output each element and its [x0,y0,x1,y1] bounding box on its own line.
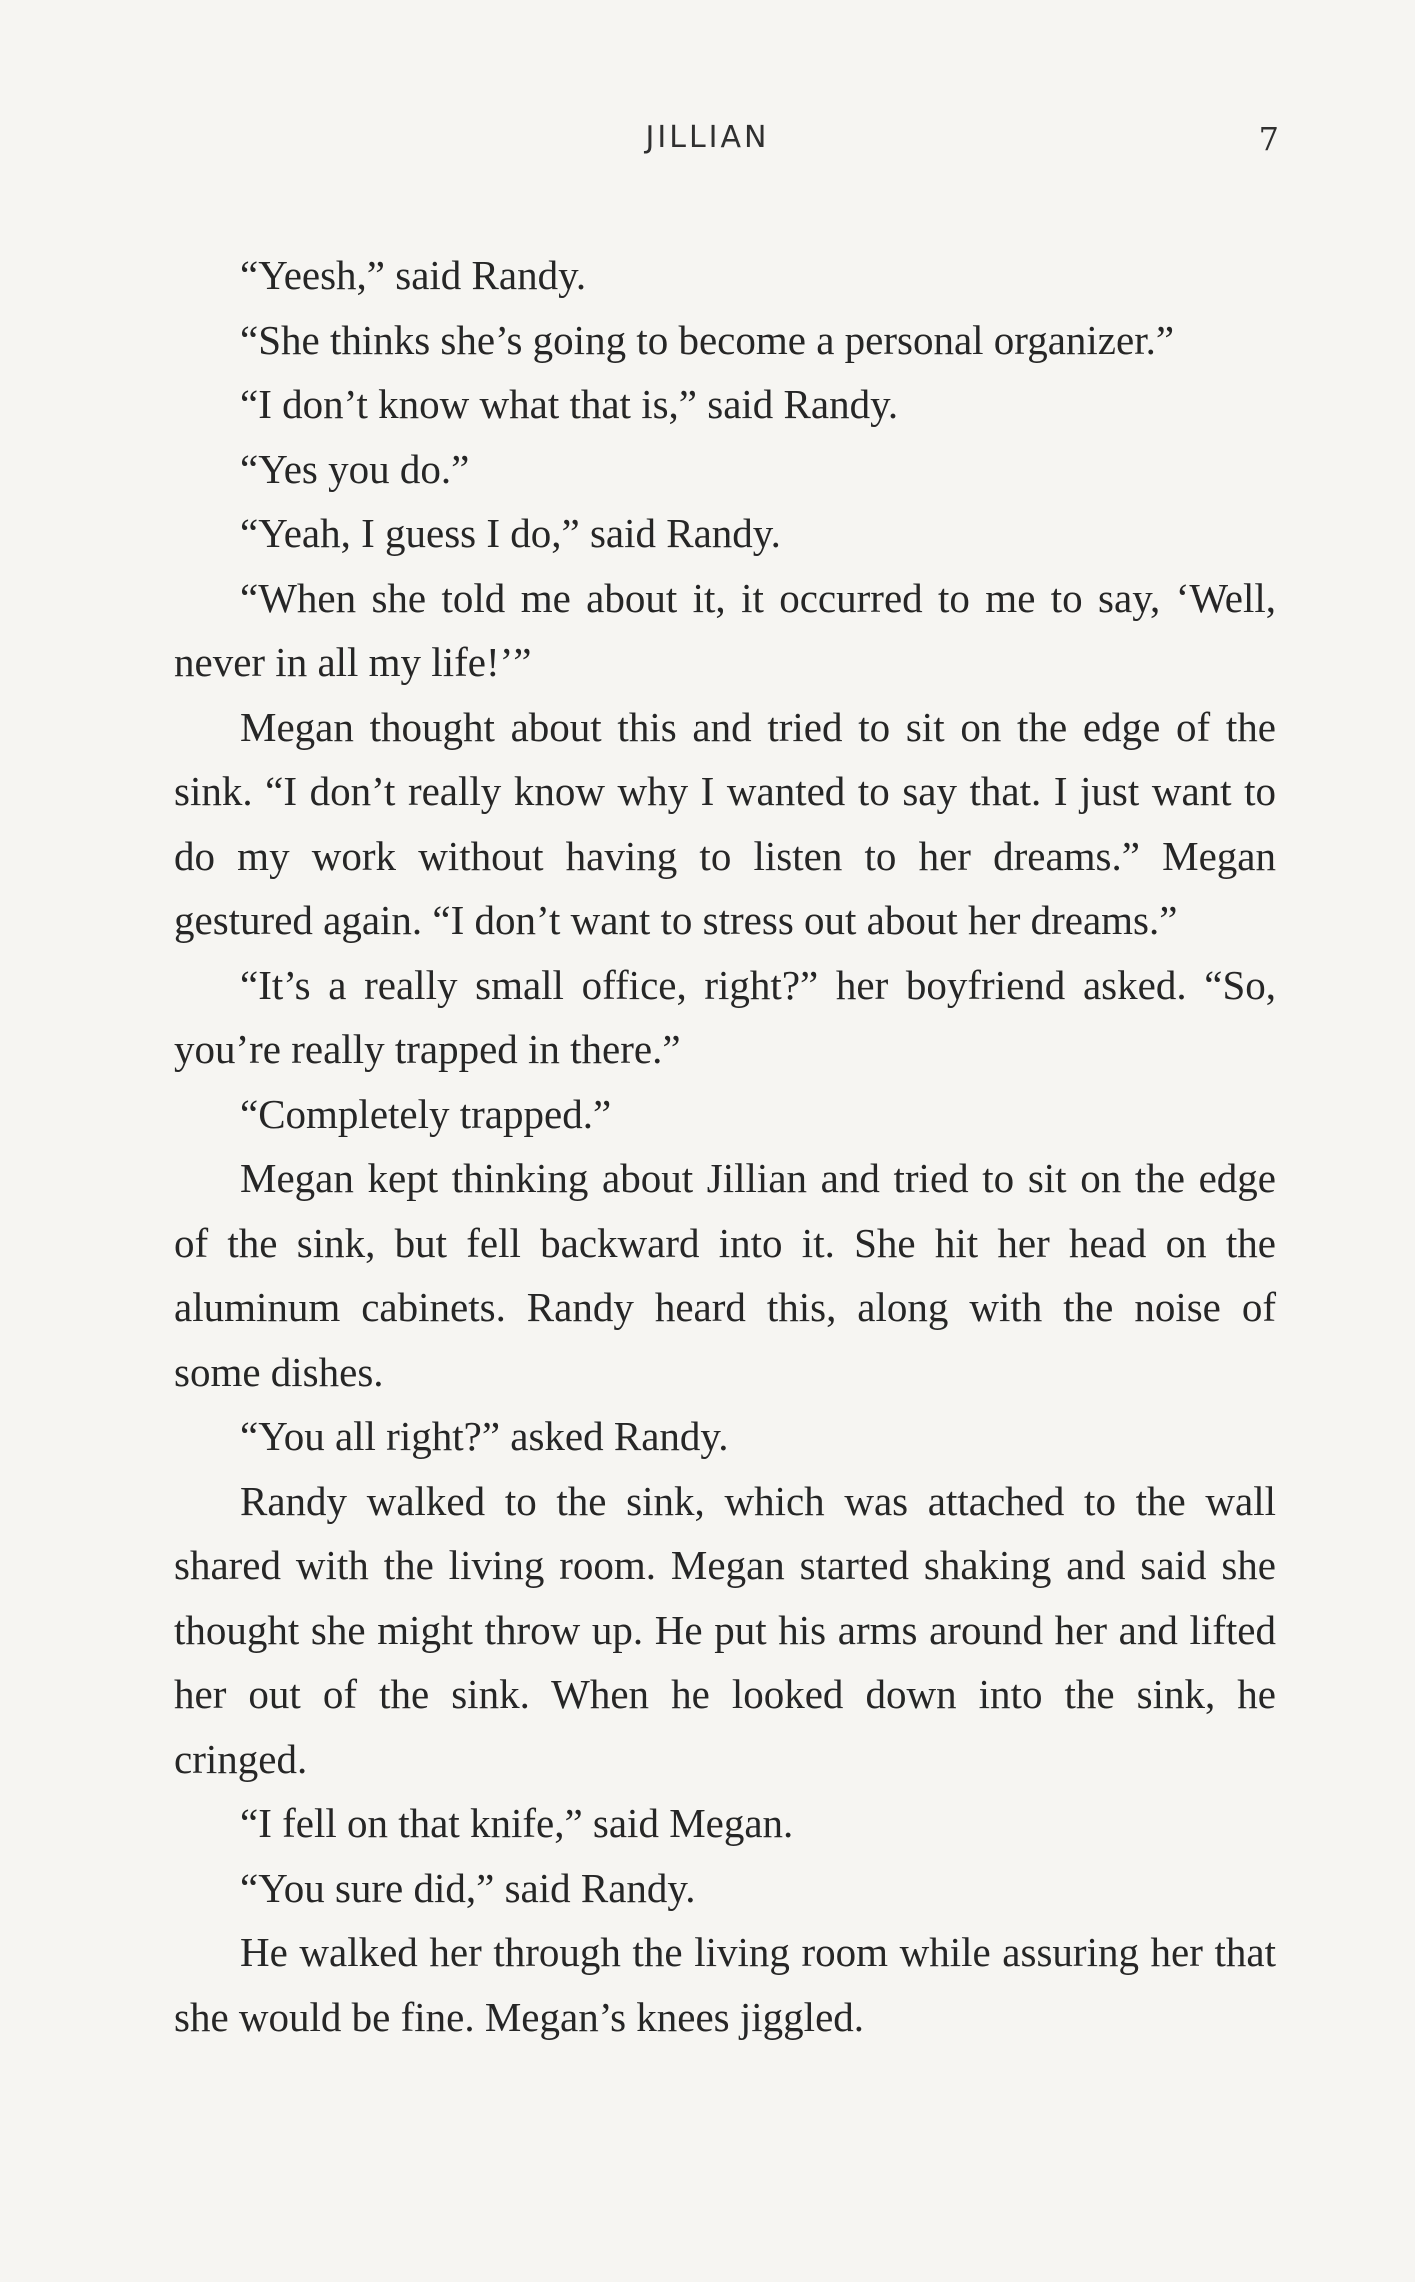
paragraph: “Completely trapped.” [240,1090,612,1137]
paragraph: “She thinks she’s going to become a personal organizer.” [240,316,1175,363]
paragraph: “Yeah, I guess I do,” said Randy. [240,510,781,556]
paragraph: “Yes you do.” [240,445,470,492]
running-head [0,120,1415,170]
paragraph: “I don’t know what that is,” said Randy. [240,381,899,427]
paragraph: He walked her through the living room while assuring her that she would be fine. Megan’s knees jiggled. [174,1929,1276,2040]
paragraph: Megan kept thinking about Jillian and tried to sit on the edge of the sink, but fell backward into it. She hit her head on the aluminum cabinets. Randy heard this, along with the noise of some dishes. [174,1155,1276,1395]
paragraph: Megan thought about this and tried to sit on the edge of the sink. “I don’t really know why I wanted to say that. I just want to do my work without having to listen to her dreams.” Megan gestured again. “I don’t want to stress out about her dreams.” [174,703,1276,943]
page-number: 7 [1258,120,1279,158]
running-title: JILLIAN [645,120,770,155]
paragraph: “You all right?” asked Randy. [240,1413,729,1459]
paragraph: “Yeesh,” said Randy. [240,252,587,298]
body-text [174,243,1276,2049]
paragraph: “I fell on that knife,” said Megan. [240,1800,794,1846]
paragraph: Randy walked to the sink, which was attached to the wall shared with the living room. Megan started shaking and said she thought she might throw up. He put his arms around her and lifted her out of the sink. When he looked down into the sink, he cringed. [174,1477,1276,1782]
paragraph: “When she told me about it, it occurred to me to say, ‘Well, never in all my life!’” [174,574,1276,685]
paragraph: “You sure did,” said Randy. [240,1864,696,1911]
paragraph: “It’s a really small office, right?” her boyfriend asked. “So, you’re really trapped in there.” [174,961,1276,1072]
